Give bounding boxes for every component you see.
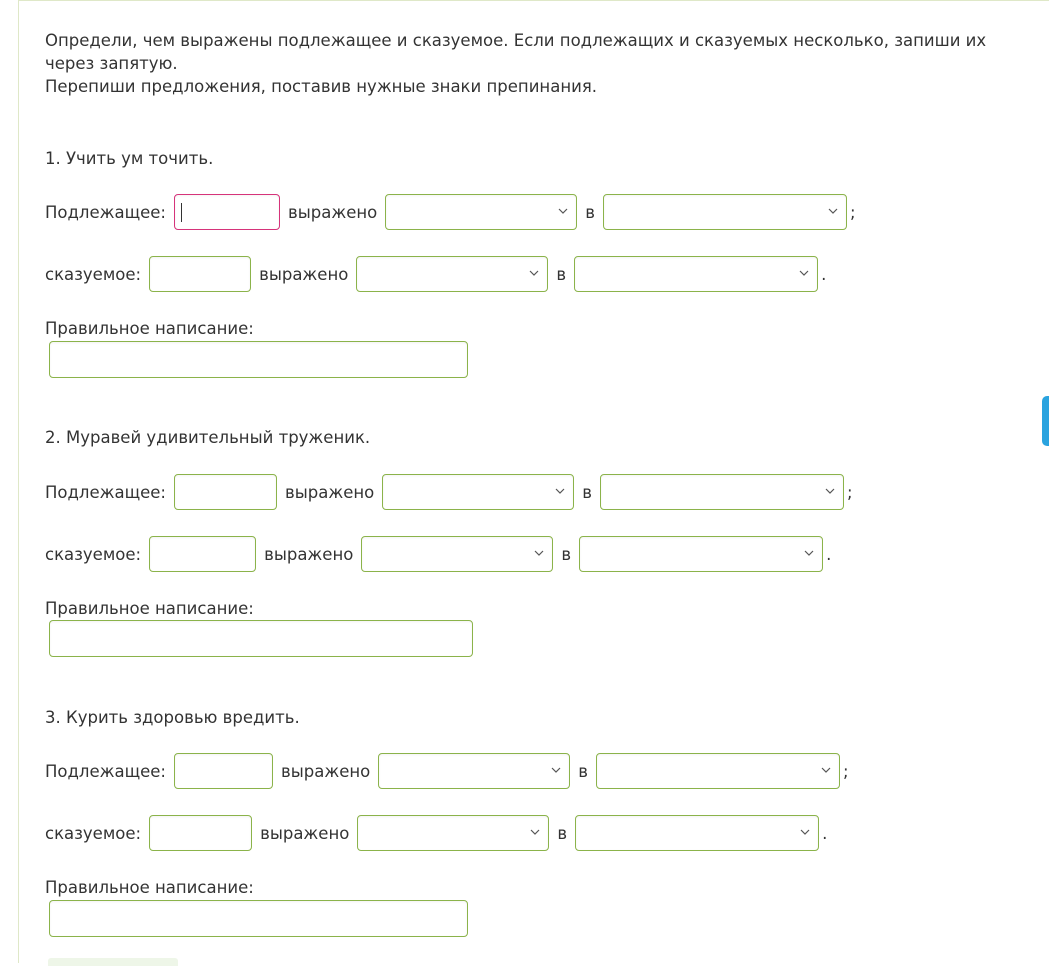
chevron-down-icon [798,267,810,279]
period: . [826,544,832,564]
expressed-label: выражено [285,482,375,502]
question-1-predicate-type-select[interactable] [356,256,548,292]
side-panel-tab[interactable] [1042,396,1049,446]
instructions [45,29,1035,98]
expressed-label: выражено [281,761,371,781]
subject-label: Подлежащее: [45,482,166,502]
chevron-down-icon [820,764,832,776]
question-3-subject-row [45,752,849,790]
period: . [822,823,828,843]
question-1-subject-type-select[interactable] [385,194,577,230]
question-3-predicate-form-select[interactable] [575,815,819,851]
chevron-down-icon [799,826,811,838]
question-3-subject-type-select[interactable] [378,753,570,789]
period: . [821,264,827,284]
chevron-down-icon [529,826,541,838]
subject-label: Подлежащее: [45,202,166,222]
semicolon: ; [846,482,853,502]
predicate-label: сказуемое: [45,544,142,564]
question-2-title: 2. Муравей удивительный труженик. [45,428,371,447]
chevron-down-icon [533,547,545,559]
expressed-label: выражено [259,264,349,284]
semicolon: ; [849,202,856,222]
chevron-down-icon [528,267,540,279]
instructions-line-1: Определи, чем выражены подлежащее и сказуемое. Если подлежащих и сказуемых несколько, запиши их через запятую. [45,31,987,73]
question-1-predicate-form-select[interactable] [574,256,818,292]
question-1-spelling-input[interactable] [49,341,468,378]
question-2-subject-type-select[interactable] [382,474,574,510]
in-label: в [585,202,595,222]
question-3-predicate-type-select[interactable] [357,815,549,851]
chevron-down-icon [554,485,566,497]
expressed-label: выражено [288,202,378,222]
question-1-predicate-input[interactable] [149,256,251,292]
question-3-spelling-label: Правильное написание: [45,878,254,897]
question-1-title: 1. Учить ум точить. [45,149,214,168]
expressed-label: выражено [264,544,354,564]
question-2-predicate-input[interactable] [149,536,256,572]
chevron-down-icon [803,547,815,559]
question-2-predicate-row [45,535,831,573]
in-label: в [582,482,592,502]
question-2-predicate-form-select[interactable] [579,536,823,572]
question-3-subject-form-select[interactable] [596,753,840,789]
question-1-subject-form-select[interactable] [603,194,847,230]
question-3-predicate-row [45,814,827,852]
question-2-spelling-label: Правильное написание: [45,599,254,618]
question-2-subject-form-select[interactable] [600,474,844,510]
chevron-down-icon [824,485,836,497]
question-3-subject-input[interactable] [174,753,273,789]
in-label: в [557,823,568,843]
expressed-label: выражено [260,823,350,843]
instructions-line-2: Перепиши предложения, поставив нужные знаки препинания. [45,77,598,96]
question-1-spelling-label: Правильное написание: [45,319,254,338]
in-label: в [561,544,572,564]
in-label: в [556,264,567,284]
question-3-title: 3. Курить здоровью вредить. [45,708,300,727]
question-3-spelling-input[interactable] [49,900,468,937]
question-1-subject-input[interactable] [174,194,280,230]
question-2-subject-row [45,473,853,511]
question-2-predicate-type-select[interactable] [361,536,553,572]
predicate-label: сказуемое: [45,823,142,843]
semicolon: ; [842,761,849,781]
question-2-subject-input[interactable] [174,474,277,510]
in-label: в [578,761,588,781]
chevron-down-icon [557,205,569,217]
question-1-subject-row [45,193,856,231]
predicate-label: сказуемое: [45,264,142,284]
subject-label: Подлежащее: [45,761,166,781]
question-2-spelling-input[interactable] [49,620,473,657]
question-1-predicate-row [45,255,826,293]
question-3-predicate-input[interactable] [149,815,252,851]
chevron-down-icon [827,205,839,217]
submit-button-edge[interactable] [48,958,178,966]
chevron-down-icon [550,764,562,776]
